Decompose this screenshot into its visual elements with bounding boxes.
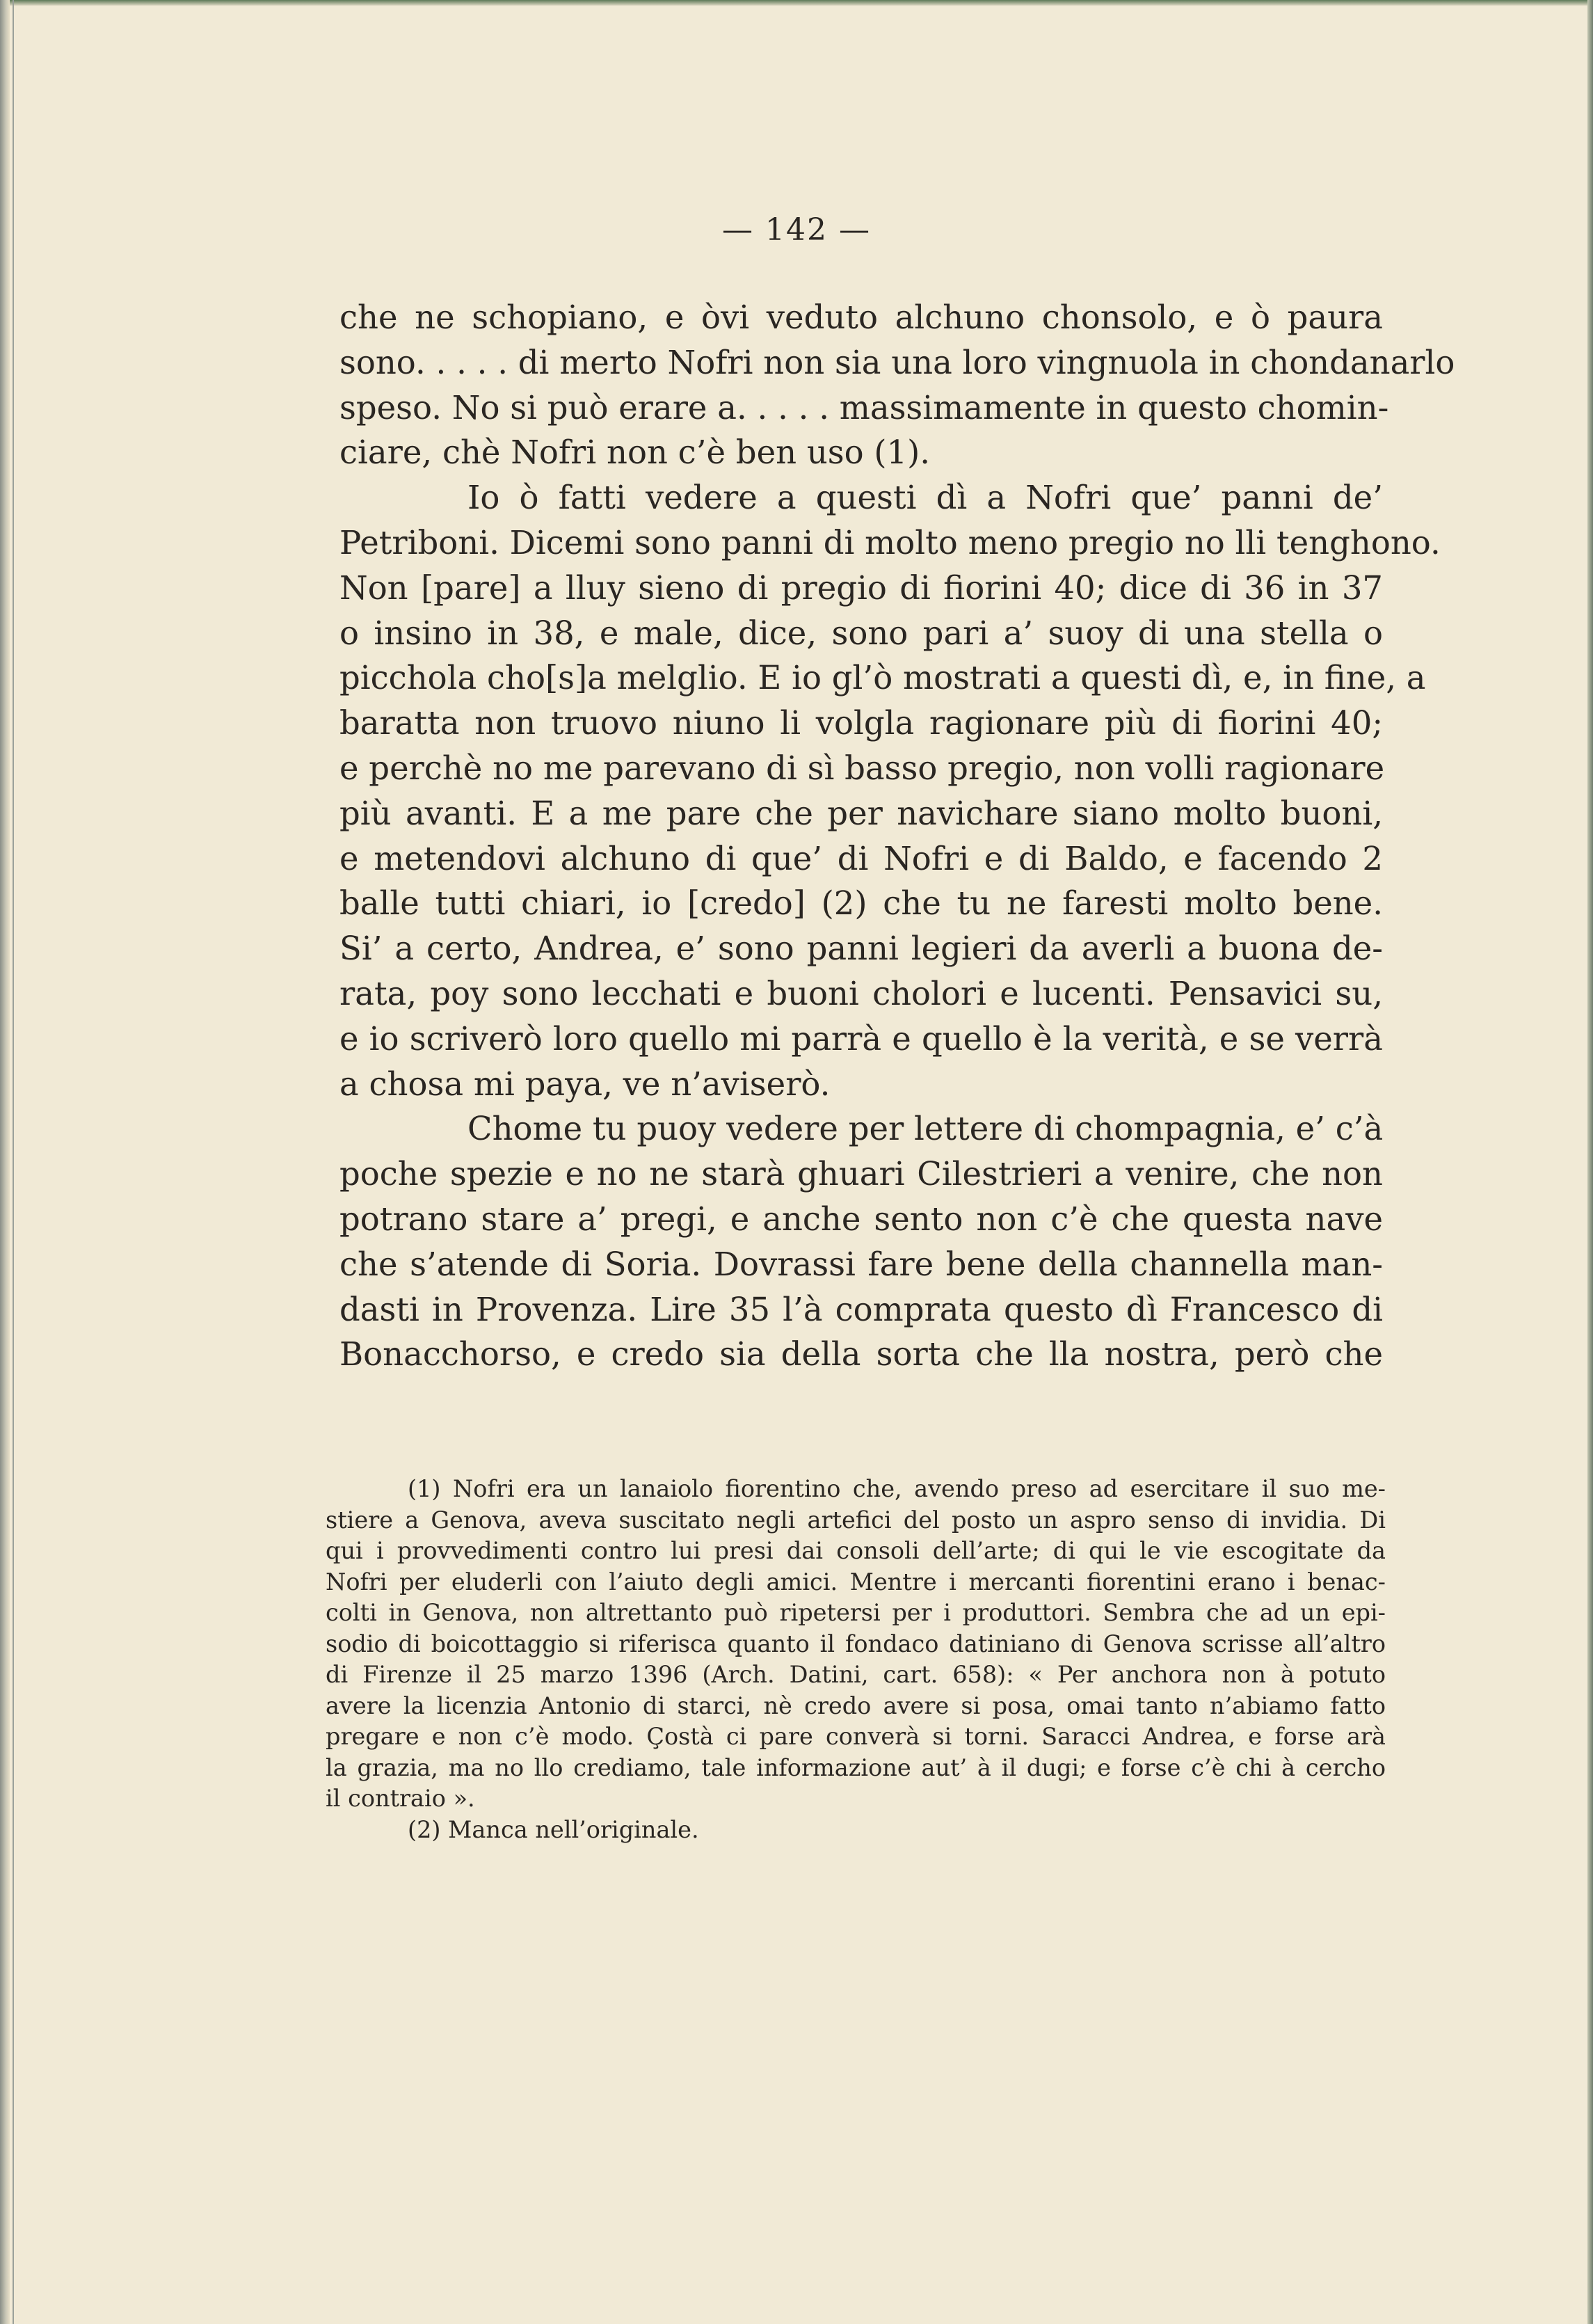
text-line: sono. . . . . di merto Nofri non sia una loro vingnuola in chondanarlo: [339, 343, 1455, 381]
footnote-line: avere la licenzia Antonio di starci, nè credo avere si posa, omai tanto n’abiamo fatto: [326, 1692, 1386, 1719]
page-binding-edge: [0, 0, 10, 2324]
text-line: che ne schopiano, e òvi veduto alchuno chonsolo, e ò paura: [339, 299, 1383, 336]
footnotes: [326, 1474, 1386, 1845]
main-text: [339, 295, 1455, 1377]
footnote-line: Nofri per eluderli con l’aiuto degli amici. Mentre i mercanti fiorentini erano i benac-: [326, 1568, 1386, 1595]
text-line: a chosa mi paya, ve n’aviserò.: [339, 1065, 831, 1103]
footnote-2: (2) Manca nell’originale.: [408, 1815, 699, 1843]
footnote-line: di Firenze il 25 marzo 1396 (Arch. Datini, cart. 658): « Per anchora non à potuto: [326, 1661, 1386, 1688]
page-right-edge: [1587, 0, 1593, 2324]
text-line: baratta non truovo niuno li volgla ragionare più di fiorini 40;: [339, 704, 1383, 742]
footnote-line: sodio di boicottaggio si riferisca quanto il fondaco datiniano di Genova scrisse all’altro: [326, 1630, 1386, 1657]
text-line: più avanti. E a me pare che per navichare siano molto buoni,: [339, 794, 1383, 832]
text-line: potrano stare a’ pregi, e anche sento non c’è che questa nave: [339, 1200, 1383, 1238]
text-line: Petriboni. Dicemi sono panni di molto meno pregio no lli tenghono.: [339, 523, 1441, 562]
text-line: e metendovi alchuno di que’ di Nofri e di Baldo, e facendo 2: [339, 839, 1383, 877]
text-line: Bonacchorso, e credo sia della sorta che lla nostra, però che: [339, 1335, 1383, 1374]
text-line: balle tutti chiari, io [credo] (2) che tu ne faresti molto bene.: [339, 884, 1383, 923]
footnote-line: la grazia, ma no llo crediamo, tale informazione aut’ à il dugi; e forse c’è chi à cercho: [326, 1753, 1386, 1781]
text-line: dasti in Provenza. Lire 35 l’à comprata questo dì Francesco di: [339, 1290, 1383, 1328]
page-number: — 142 —: [722, 212, 871, 248]
footnote-line: pregare e non c’è modo. Çostà ci pare converà si torni. Saracci Andrea, e forse arà: [326, 1723, 1386, 1750]
text-line: Non [pare] a lluy sieno di pregio di fiorini 40; dice di 36 in 37: [339, 568, 1383, 607]
text-line: o insino in 38, e male, dice, sono pari a’ suoy di una stella o: [339, 614, 1383, 652]
text-line: rata, poy sono lecchati e buoni cholori e lucenti. Pensavici su,: [339, 974, 1383, 1012]
text-line: che s’atende di Soria. Dovrassi fare bene della channella man-: [339, 1245, 1383, 1283]
page-top-edge: [0, 0, 1593, 6]
footnote-line: (1) Nofri era un lanaiolo fiorentino che, avendo preso ad esercitare il suo me-: [408, 1475, 1386, 1502]
text-line: poche spezie e no ne starà ghuari Cilestrieri a venire, che non: [339, 1155, 1383, 1193]
text-line: Io ò fatti vedere a questi dì a Nofri que’ panni de’: [467, 479, 1383, 517]
text-line: picchola cho[s]a melglio. E io gl’ò mostrati a questi dì, e, in fine, a: [339, 659, 1426, 697]
text-line: e perchè no me parevano di sì basso pregio, non volli ragionare: [339, 749, 1385, 787]
footnote-line: il contraio ».: [326, 1785, 475, 1812]
text-line: Chome tu puoy vedere per lettere di chompagnia, e’ c’à: [467, 1110, 1384, 1148]
footnote-line: colti in Genova, non altrettanto può ripetersi per i produttori. Sembra che ad un epi-: [326, 1599, 1386, 1626]
footnote-line: stiere a Genova, aveva suscitato negli artefici del posto un aspro senso di invidia. Di: [326, 1506, 1386, 1534]
footnote-line: qui i provvedimenti contro lui presi dai consoli dell’arte; di qui le vie escogitate da: [326, 1537, 1386, 1564]
text-line: Si’ a certo, Andrea, e’ sono panni legieri da averli a buona de-: [339, 930, 1383, 968]
text-line: e io scriverò loro quello mi parrà e quello è la verità, e se verrà: [339, 1019, 1383, 1058]
text-line: ciare, chè Nofri non c’è ben uso (1).: [339, 433, 931, 472]
text-line: speso. No si può erare a. . . . . massimamente in questo chomin-: [339, 388, 1389, 427]
